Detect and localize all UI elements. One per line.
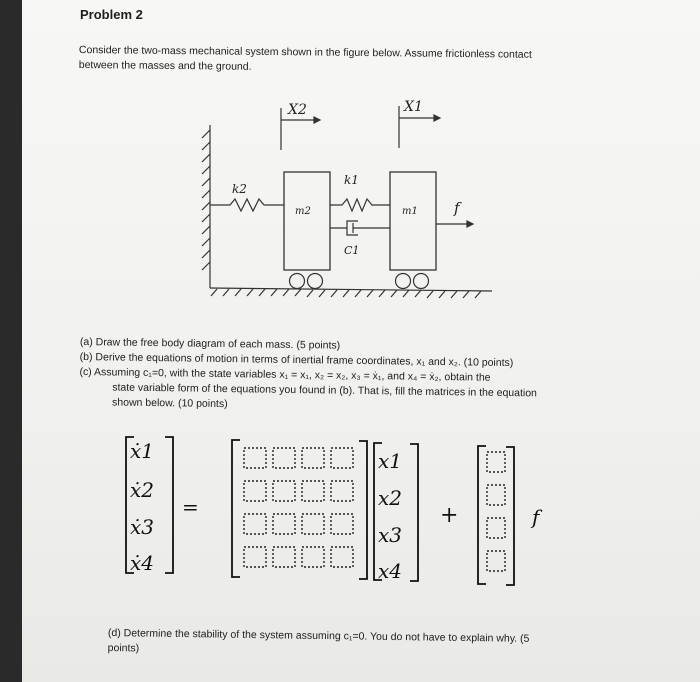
state-space-equation [22, 0, 700, 600]
a-matrix-cell-1-3[interactable] [302, 448, 324, 468]
a-matrix-cell-4-2[interactable] [273, 547, 295, 567]
problem-title: Problem 2 [80, 7, 143, 22]
part-a: (a) Draw the free body diagram of each mass. (5 points) [79, 335, 341, 352]
lhs-entry-4: ẋ4 [130, 551, 155, 575]
state-entry-4: x4 [378, 559, 403, 583]
a-matrix-cell-4-4[interactable] [331, 547, 353, 567]
a-matrix-cell-2-2[interactable] [273, 481, 295, 501]
b-vector-bracket [478, 446, 514, 585]
label-m1: m1 [402, 206, 418, 217]
label-m2: m2 [295, 206, 311, 217]
state-entry-3: x3 [378, 523, 403, 547]
part-c-line-1: (c) Assuming c₁=0, with the state variables x₁ = x₁, x₂ = x₂, x₃ = ẋ₁, and x₄ = ẋ₂, obtain the [79, 365, 491, 384]
part-d-line-2: points) [107, 641, 140, 655]
label-x2: X2 [288, 102, 307, 118]
a-matrix-cell-2-3[interactable] [302, 481, 324, 501]
a-matrix-cell-2-1[interactable] [244, 481, 266, 501]
b-vector-cell-1[interactable] [487, 452, 505, 472]
a-matrix-cell-1-4[interactable] [331, 448, 353, 468]
state-entry-2: x2 [378, 486, 403, 510]
a-matrix-cell-2-4[interactable] [331, 481, 353, 501]
lhs-entry-1: ẋ1 [130, 439, 155, 463]
part-c-line-3: shown below. (10 points) [111, 396, 228, 411]
worksheet-paper [22, 0, 700, 682]
a-matrix-cells [244, 448, 353, 567]
label-c1: C1 [344, 244, 360, 257]
equals-sign: = [182, 495, 199, 519]
a-matrix-cell-1-2[interactable] [273, 448, 295, 468]
label-f: f [454, 199, 460, 217]
state-entry-1: x1 [378, 449, 403, 473]
b-vector-cells [487, 452, 505, 571]
a-matrix-bracket [232, 440, 367, 579]
part-d-line-1: (d) Determine the stability of the system assuming c₁=0. You do not have to explain why. (5 [107, 626, 530, 645]
label-x1: X1 [404, 99, 423, 115]
part-d [108, 626, 608, 663]
input-f: f [532, 505, 540, 529]
a-matrix-cell-3-4[interactable] [331, 514, 353, 534]
a-matrix-cell-3-3[interactable] [302, 514, 324, 534]
a-matrix-cell-3-1[interactable] [244, 514, 266, 534]
lhs-entry-3: ẋ3 [130, 515, 155, 539]
b-vector-cell-4[interactable] [487, 551, 505, 571]
plus-sign: + [440, 503, 459, 528]
a-matrix-cell-4-3[interactable] [302, 547, 324, 567]
a-matrix-cell-4-1[interactable] [244, 547, 266, 567]
part-c-line-2: state variable form of the equations you found in (b). That is, fill the matrices in the equation [112, 381, 538, 400]
a-matrix-cell-1-1[interactable] [244, 448, 266, 468]
part-b: (b) Derive the equations of motion in terms of inertial frame coordinates, x₁ and x₂. (10 points) [79, 350, 514, 370]
a-matrix-cell-3-2[interactable] [273, 514, 295, 534]
label-k1: k1 [344, 173, 359, 187]
b-vector-cell-2[interactable] [487, 485, 505, 505]
intro-line-2: between the masses and the ground. [78, 58, 252, 73]
b-vector-cell-3[interactable] [487, 518, 505, 538]
intro-line-1: Consider the two-mass mechanical system shown in the figure below. Assume frictionless contact [78, 43, 532, 61]
lhs-entry-2: ẋ2 [130, 478, 155, 502]
label-k2: k2 [232, 182, 247, 196]
